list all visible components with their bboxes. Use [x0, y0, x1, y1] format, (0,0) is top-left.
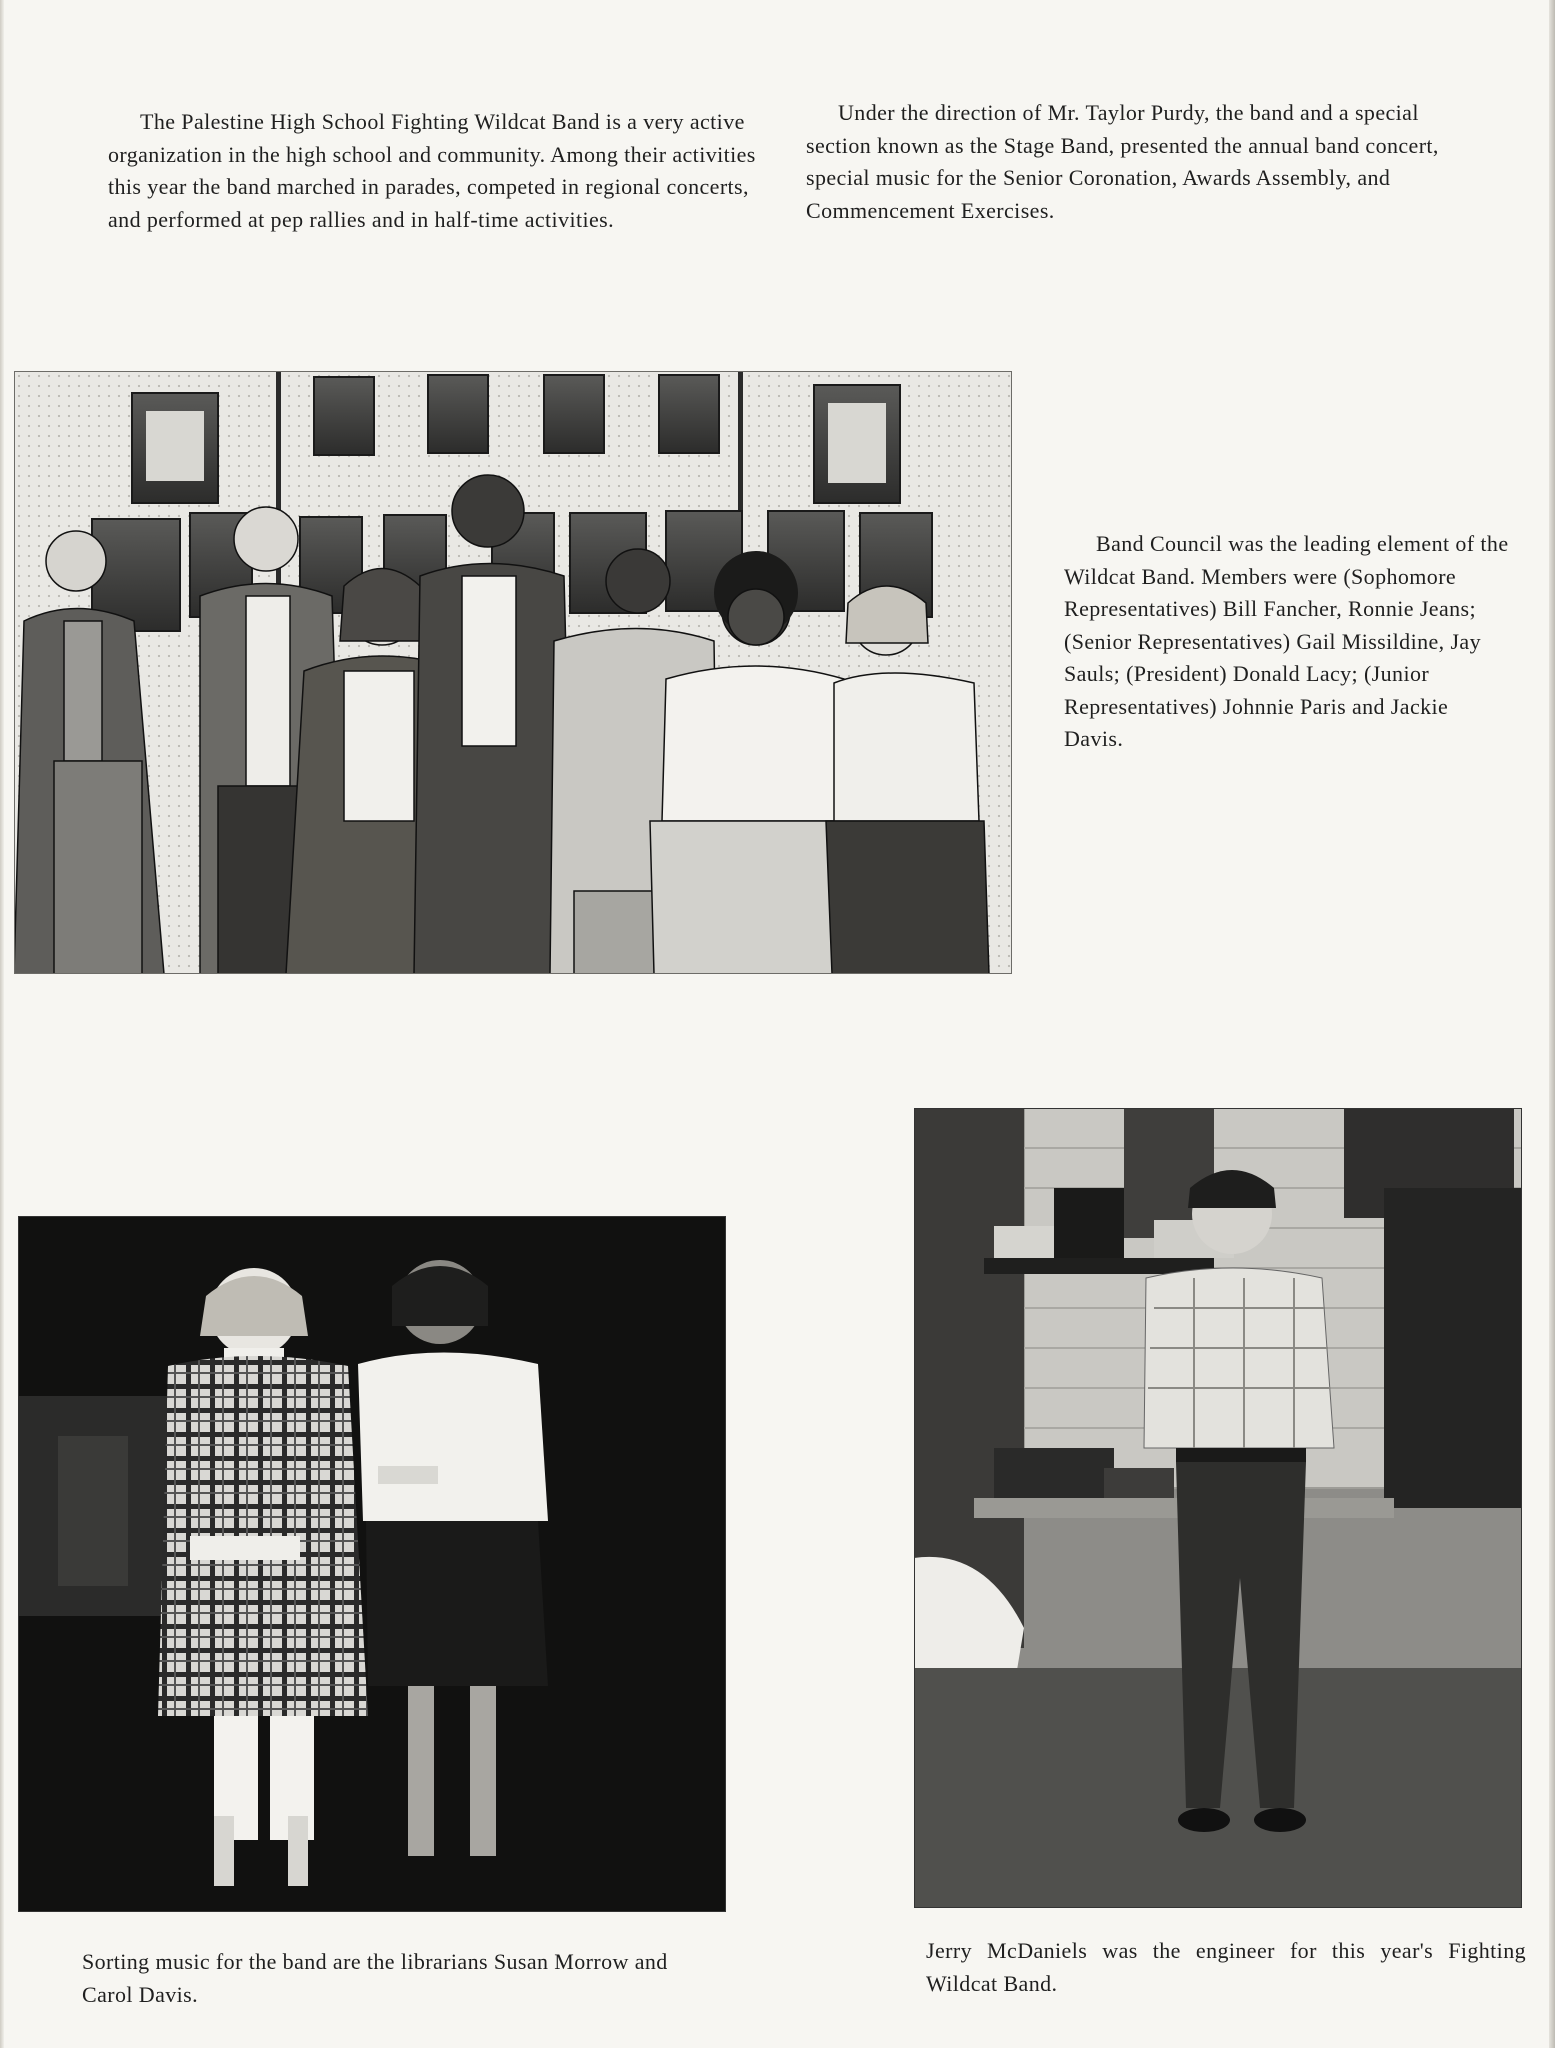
band-council-group-photo [14, 371, 1012, 974]
page-left-edge [0, 0, 4, 2048]
page-right-edge [1549, 0, 1555, 2048]
librarians-photo [18, 1216, 726, 1912]
engineer-photo [914, 1108, 1522, 1908]
intro-left-paragraph: The Palestine High School Fighting Wildcat Band is a very active organization in the high school and community. Among their activities this year the band marched in parades, competed in regional concerts, and performed at pep rallies and in half-time activities. [108, 109, 756, 232]
engineer-caption: Jerry McDaniels was the engineer for this year's Fighting Wildcat Band. [926, 1938, 1526, 1996]
band-council-paragraph: Band Council was the leading element of the Wildcat Band. Members were (Sophomore Representatives) Bill Fancher, Ronnie Jeans; (Senior Representatives) Gail Missildine, Jay Sauls; (President) Donald Lacy; (Junior Representatives) Johnnie Paris and Jackie Davis. [1064, 531, 1509, 751]
intro-right-paragraph: Under the direction of Mr. Taylor Purdy, the band and a special section known as the Stage Band, presented the annual band concert, special music for the Senior Coronation, Awards Assembly, and Commencement Exercises. [806, 100, 1439, 223]
librarians-caption: Sorting music for the band are the librarians Susan Morrow and Carol Davis. [82, 1949, 668, 2007]
